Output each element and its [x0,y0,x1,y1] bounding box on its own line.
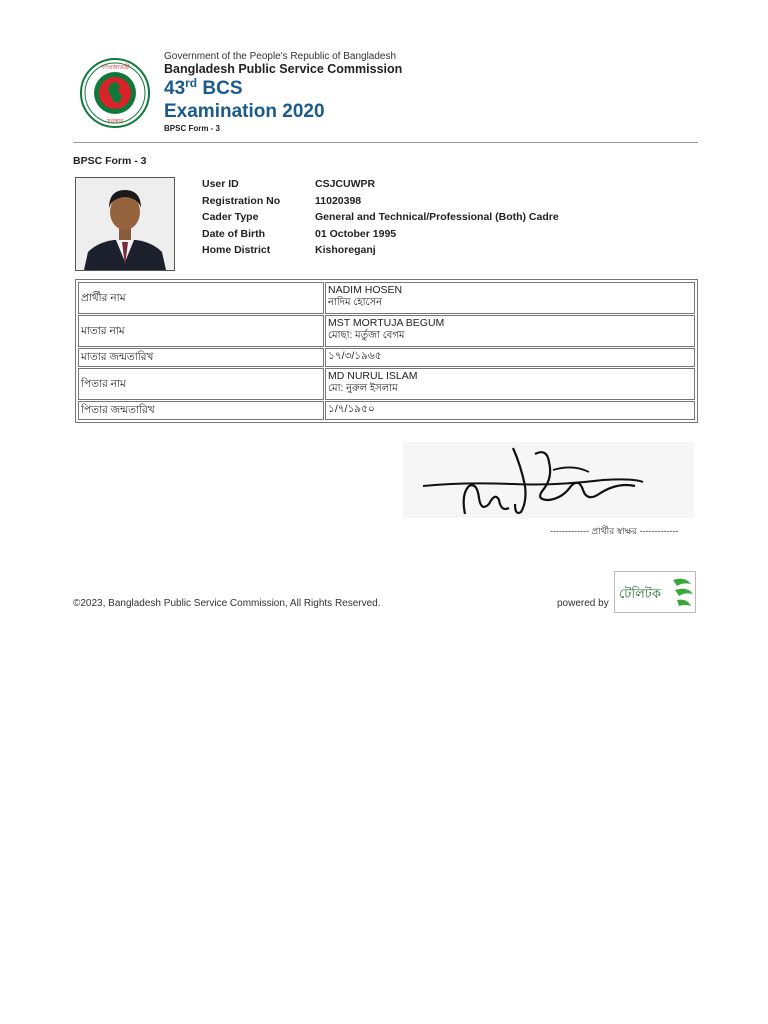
teletalk-logo[interactable] [614,571,696,613]
powered-by-text: powered by [557,598,609,609]
government-name: Government of the People's Republic of Bangladesh [164,51,397,62]
organization-name: Bangladesh Public Service Commission [164,62,403,76]
date-of-birth-value: 01 October 1995 [315,227,397,240]
info-label: Date of Birth [202,227,265,240]
candidate-name-bn: নাদিম হোসেন [328,296,383,308]
row-value [325,315,695,347]
row-value [325,282,695,314]
info-label: User ID [202,178,239,190]
signature-caption: ------------- প্রার্থীর স্বাক্ষর ------------- [550,526,679,536]
exam-suffix: rd [185,76,198,90]
info-label: Home District [202,244,271,256]
header-form-label: BPSC Form - 3 [164,124,221,133]
relations-table [75,279,698,423]
info-label: Cader Type [202,211,259,223]
row-label: পিতার জন্মতারিখ [78,401,324,420]
header-divider [73,142,698,143]
row-label: মাতার নাম [78,315,324,347]
table-row [78,401,695,420]
row-label: প্রার্থীর নাম [78,282,324,314]
mother-name-en: MST MORTUJA BEGUM [328,317,445,329]
registration-no-value: 11020398 [315,194,362,207]
exam-number: 43 [164,78,186,99]
exam-line2: Examination 2020 [164,101,325,122]
copyright-text: ©2023, Bangladesh Public Service Commission, All Rights Reserved. [73,598,381,609]
table-row [78,368,695,400]
row-label: মাতার জন্মতারিখ [78,348,324,367]
row-label: পিতার নাম [78,368,324,400]
table-row [78,315,695,347]
cader-type-value: General and Technical/Professional (Both) Cadre [315,211,559,223]
table-row [78,282,695,314]
row-value [325,368,695,400]
mother-dob-value: ১৭/৩/১৯৬৫ [325,348,695,367]
mother-name-bn: মোছা: মর্তুজা বেগম [328,329,405,341]
table-row [78,348,695,367]
exam-title [164,77,325,123]
teletalk-logo-text: টেলিটক [619,587,661,602]
home-district-value: Kishoreganj [315,244,376,256]
father-name-bn: মো: নুরুল ইসলাম [328,382,398,394]
user-id-value: CSJCUWPR [315,178,376,190]
candidate-signature [403,442,694,518]
info-label: Registration No [202,194,281,207]
candidate-name-en: NADIM HOSEN [328,284,403,296]
father-dob-value: ১/৭/১৯৫০ [325,401,695,420]
section-title: BPSC Form - 3 [73,155,147,167]
exam-name: BCS [197,78,243,99]
bpsc-seal-logo [80,58,150,128]
svg-text:সরকার: সরকার [106,118,124,125]
seal-text: গণপ্রজাতন্ত্রী [100,64,130,71]
father-name-en: MD NURUL ISLAM [328,370,418,382]
candidate-photo [75,177,175,271]
